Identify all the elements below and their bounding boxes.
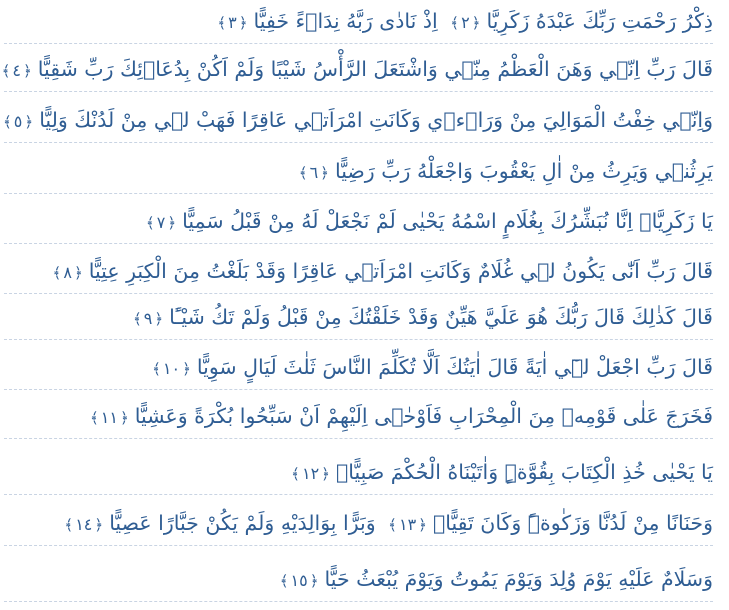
verse-line-10 <box>4 451 713 495</box>
ayah-number-marker: ﴿٩﴾ <box>132 309 164 328</box>
ayah-3-text: اِذْ نَادٰى رَبَّهُ نِدَاۤءً خَفِيًّا <box>253 9 438 33</box>
ayah-number-marker: ﴿٦﴾ <box>298 163 329 182</box>
ayah-12-text: يَا يَحْيٰى خُذِ الْكِتَابَ بِقُوَّةٍۜ وَاٰتَيْنَاهُ الْحُكْمَ صَبِيًّاۙ <box>335 460 713 484</box>
ayah-number-marker: ﴿٧﴾ <box>145 213 177 232</box>
ayah-9-text: قَالَ كَذٰلِكَ قَالَ رَبُّكَ هُوَ عَلَيَّ هَيِّنٌ وَقَدْ خَلَقْتُكَ مِنْ قَبْلُ وَلَمْ تَكُ شَيْـًٔا <box>169 305 713 329</box>
verse-line-7 <box>4 296 713 340</box>
verse-line-12 <box>4 558 713 602</box>
verse-line-2 <box>1 48 713 92</box>
ayah-number-marker: ﴿٥﴾ <box>3 112 34 131</box>
ayah-number-marker: ﴿١١﴾ <box>90 408 129 427</box>
ayah-number-marker: ﴿١٢﴾ <box>291 464 330 483</box>
ayah-5-text: وَاِنّ۪ي خِفْتُ الْمَوَالِيَ مِنْ وَرَاۤء۪ي وَكَانَتِ امْرَاَت۪ي عَاقِرًا فَهَبْ ل۪ي مِنْ لَدُنْكَ وَلِيًّا <box>39 108 713 132</box>
ayah-6-text: يَرِثُن۪ي وَيَرِثُ مِنْ اٰلِ يَعْقُوبَ وَاجْعَلْهُ رَبِّ رَضِيًّا <box>334 159 713 183</box>
verse-line-9 <box>4 395 713 439</box>
ayah-11-text: فَخَرَجَ عَلٰى قَوْمِه۪ مِنَ الْمِحْرَابِ فَاَوْحٰۤى اِلَيْهِمْ اَنْ سَبِّحُوا بُكْرَةً وَعَشِيًّا <box>134 404 713 428</box>
verse-line-4 <box>4 150 713 194</box>
ayah-2-text: ذِكْرُ رَحْمَتِ رَبِّكَ عَبْدَهُ زَكَرِيَّا <box>486 9 713 33</box>
ayah-number-marker: ﴿١٠﴾ <box>152 359 191 378</box>
ayah-8-text: قَالَ رَبِّ اَنّٰى يَكُونُ ل۪ي غُلَامٌ وَكَانَتِ امْرَاَت۪ي عَاقِرًا وَقَدْ بَلَغْتُ مِنَ الْكِبَرِ عِتِيًّا <box>88 259 713 283</box>
ayah-13-text: وَحَنَانًا مِنْ لَدُنَّا وَزَكٰوةًۜ وَكَانَ تَقِيًّاۙ <box>432 511 713 535</box>
ayah-10-text: قَالَ رَبِّ اجْعَلْ ل۪ٓي اٰيَةً قَالَ اٰيَتُكَ اَلَّا تُكَلِّمَ النَّاسَ ثَلٰثَ لَيَالٍ سَوِيًّا <box>196 355 713 379</box>
ayah-7-text: يَا زَكَرِيَّاۤ اِنَّا نُبَشِّرُكَ بِغُلَامٍ اسْمُهُ يَحْيٰى لَمْ نَجْعَلْ لَهُ مِنْ قَبْلُ سَمِيًّا <box>182 209 713 233</box>
verse-line-1 <box>4 0 713 44</box>
ayah-15-text: وَسَلَامٌ عَلَيْهِ يَوْمَ وُلِدَ وَيَوْمَ يَمُوتُ وَيَوْمَ يُبْعَثُ حَيًّا <box>324 567 713 591</box>
ayah-14-text: وَبَرًّا بِوَالِدَيْهِ وَلَمْ يَكُنْ جَبَّارًا عَصِيًّا <box>109 511 376 535</box>
ayah-number-marker: ﴿١٤﴾ <box>64 515 104 534</box>
ayah-number-marker: ﴿١٣﴾ <box>388 515 427 534</box>
ayah-number-marker: ﴿٢﴾ <box>450 13 481 32</box>
verse-line-8 <box>4 346 713 390</box>
ayah-number-marker: ﴿٨﴾ <box>52 263 83 282</box>
verse-line-3 <box>4 99 713 143</box>
ayah-number-marker: ﴿١٥﴾ <box>279 571 319 590</box>
ayah-4-text: قَالَ رَبِّ اِنّ۪ي وَهَنَ الْعَظْمُ مِنّ۪ي وَاشْتَعَلَ الرَّأْسُ شَيْبًا وَلَمْ اَكُنْ بِدُعَاۤئِكَ رَبِّ شَقِيًّا <box>37 57 713 81</box>
verse-line-5 <box>4 200 713 244</box>
ayah-number-marker: ﴿٤﴾ <box>1 61 32 80</box>
verse-line-11 <box>4 502 713 546</box>
verse-line-6 <box>4 250 713 294</box>
ayah-number-marker: ﴿٣﴾ <box>217 13 248 32</box>
